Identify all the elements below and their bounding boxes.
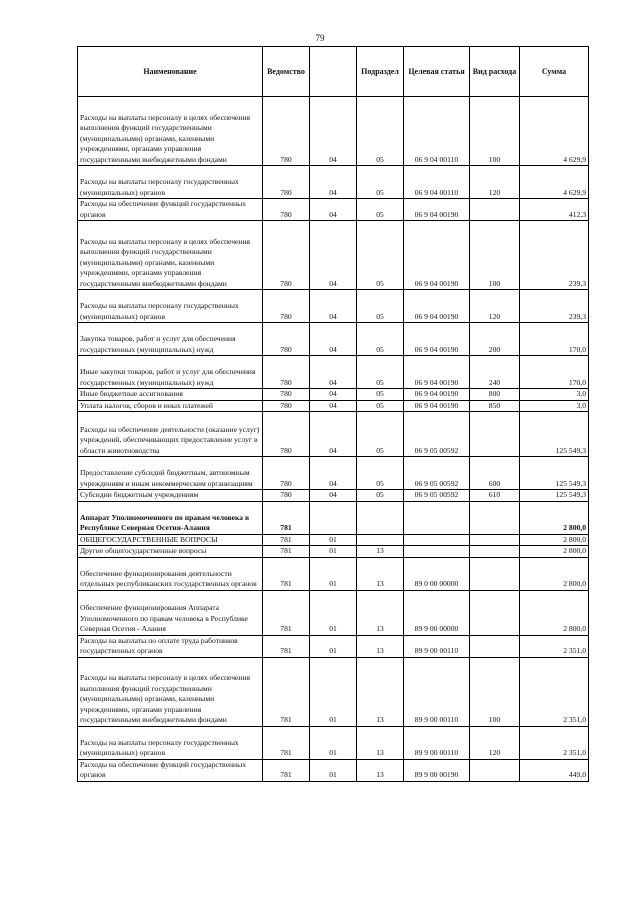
- row-razdel: 04: [310, 199, 357, 221]
- row-vid-raskhoda: 120: [470, 290, 520, 323]
- row-razdel: 04: [310, 412, 357, 457]
- table-row: [78, 97, 589, 166]
- row-tselevaya-statya: 06 9 04 00190: [404, 323, 470, 356]
- row-vedomstvo: 780: [263, 356, 310, 389]
- row-vedomstvo: 780: [263, 412, 310, 457]
- row-vedomstvo: 781: [263, 557, 310, 590]
- header-vedomstvo: Ведомство: [263, 47, 310, 97]
- row-summa: 449,0: [520, 759, 589, 781]
- row-name: Расходы на выплаты по оплате труда работников государственных органов: [78, 635, 263, 657]
- row-tselevaya-statya: 89 0 00 00000: [404, 557, 470, 590]
- row-tselevaya-statya: 89 9 00 00110: [404, 726, 470, 759]
- row-name: Расходы на выплаты персоналу в целях обеспечения выполнения функций государственными (муниципальными) органами, казенными учреждениями, органами управления государственными внебюджетными фондами: [78, 221, 263, 290]
- row-podrazdel: 05: [357, 290, 404, 323]
- row-name: Расходы на выплаты персоналу государственных (муниципальных) органов: [78, 726, 263, 759]
- row-summa: 125 549,3: [520, 457, 589, 490]
- header-razdel: [310, 47, 357, 97]
- row-podrazdel: 05: [357, 221, 404, 290]
- row-podrazdel: 05: [357, 356, 404, 389]
- row-summa: 239,3: [520, 221, 589, 290]
- table-row: [78, 400, 589, 412]
- row-vedomstvo: 780: [263, 323, 310, 356]
- header-vid-raskhoda: Вид расхода: [470, 47, 520, 97]
- row-tselevaya-statya: 06 9 04 00190: [404, 400, 470, 412]
- row-vedomstvo: 781: [263, 534, 310, 546]
- row-razdel: 01: [310, 590, 357, 635]
- row-name: Расходы на выплаты персоналу в целях обеспечения выполнения функций государственными (муниципальными) органами, казенными учреждениями, органами управления государственными внебюджетными фондами: [78, 657, 263, 726]
- row-razdel: 01: [310, 759, 357, 781]
- table-row: [78, 501, 589, 534]
- row-vedomstvo: 780: [263, 457, 310, 490]
- row-vid-raskhoda: [470, 546, 520, 558]
- row-name: ОБЩЕГОСУДАРСТВЕННЫЕ ВОПРОСЫ: [78, 534, 263, 546]
- row-razdel: 04: [310, 290, 357, 323]
- row-summa: 239,3: [520, 290, 589, 323]
- table-row: [78, 657, 589, 726]
- row-tselevaya-statya: [404, 534, 470, 546]
- row-vedomstvo: 780: [263, 290, 310, 323]
- row-vid-raskhoda: 120: [470, 166, 520, 199]
- row-tselevaya-statya: [404, 501, 470, 534]
- row-summa: 2 800,0: [520, 534, 589, 546]
- row-vid-raskhoda: 200: [470, 323, 520, 356]
- table-row: [78, 546, 589, 558]
- row-summa: 412,3: [520, 199, 589, 221]
- row-vid-raskhoda: [470, 501, 520, 534]
- row-razdel: 04: [310, 356, 357, 389]
- table-row: [78, 166, 589, 199]
- row-podrazdel: 13: [357, 546, 404, 558]
- row-vid-raskhoda: [470, 759, 520, 781]
- row-vedomstvo: 781: [263, 635, 310, 657]
- row-vid-raskhoda: [470, 590, 520, 635]
- row-tselevaya-statya: 06 9 04 00110: [404, 97, 470, 166]
- table-row: [78, 759, 589, 781]
- table-row: [78, 412, 589, 457]
- row-vid-raskhoda: 100: [470, 657, 520, 726]
- row-name: Расходы на выплаты персоналу государственных (муниципальных) органов: [78, 166, 263, 199]
- row-razdel: 04: [310, 490, 357, 502]
- row-vedomstvo: 781: [263, 590, 310, 635]
- table-body: [78, 97, 589, 782]
- row-name: Уплата налогов, сборов и иных платежей: [78, 400, 263, 412]
- row-tselevaya-statya: 06 9 05 00592: [404, 412, 470, 457]
- row-podrazdel: 05: [357, 457, 404, 490]
- table-row: [78, 490, 589, 502]
- row-vid-raskhoda: 120: [470, 726, 520, 759]
- table-row: [78, 221, 589, 290]
- table-row: [78, 389, 589, 401]
- table-header-row: [78, 47, 589, 97]
- table-row: [78, 534, 589, 546]
- row-name: Иные бюджетные ассигнования: [78, 389, 263, 401]
- row-tselevaya-statya: 89 9 00 00000: [404, 590, 470, 635]
- row-tselevaya-statya: 06 9 04 00110: [404, 166, 470, 199]
- row-vedomstvo: 780: [263, 400, 310, 412]
- row-podrazdel: 05: [357, 389, 404, 401]
- row-summa: 3,0: [520, 400, 589, 412]
- row-tselevaya-statya: 06 9 05 00592: [404, 490, 470, 502]
- row-podrazdel: [357, 534, 404, 546]
- row-vedomstvo: 781: [263, 657, 310, 726]
- row-tselevaya-statya: [404, 546, 470, 558]
- row-vedomstvo: 780: [263, 490, 310, 502]
- row-summa: 2 800,0: [520, 546, 589, 558]
- row-name: Субсидии бюджетным учреждениям: [78, 490, 263, 502]
- row-summa: 170,0: [520, 356, 589, 389]
- row-summa: 2 351,0: [520, 635, 589, 657]
- table-row: [78, 323, 589, 356]
- row-vid-raskhoda: [470, 412, 520, 457]
- row-summa: 2 800,0: [520, 501, 589, 534]
- row-vid-raskhoda: 800: [470, 389, 520, 401]
- row-razdel: 01: [310, 726, 357, 759]
- row-podrazdel: 05: [357, 166, 404, 199]
- row-podrazdel: 05: [357, 199, 404, 221]
- row-name: Предоставление субсидий бюджетным, автономным учреждениям и иным некоммерческим организациям: [78, 457, 263, 490]
- row-name: Закупка товаров, работ и услуг для обеспечения государственных (муниципальных) нужд: [78, 323, 263, 356]
- row-summa: 4 629,9: [520, 166, 589, 199]
- row-vid-raskhoda: [470, 557, 520, 590]
- row-name: Иные закупки товаров, работ и услуг для обеспечения государственных (муниципальных) нужд: [78, 356, 263, 389]
- row-razdel: 04: [310, 97, 357, 166]
- row-podrazdel: 05: [357, 412, 404, 457]
- row-vedomstvo: 780: [263, 389, 310, 401]
- row-razdel: 04: [310, 457, 357, 490]
- row-razdel: [310, 501, 357, 534]
- header-name: Наименование: [78, 47, 263, 97]
- row-razdel: 04: [310, 400, 357, 412]
- row-vedomstvo: 781: [263, 759, 310, 781]
- table-row: [78, 290, 589, 323]
- row-razdel: 04: [310, 221, 357, 290]
- row-tselevaya-statya: 06 9 05 00592: [404, 457, 470, 490]
- table-row: [78, 457, 589, 490]
- row-vedomstvo: 781: [263, 726, 310, 759]
- row-podrazdel: 13: [357, 635, 404, 657]
- row-vid-raskhoda: [470, 635, 520, 657]
- row-tselevaya-statya: 89 9 00 00110: [404, 635, 470, 657]
- row-podrazdel: 13: [357, 557, 404, 590]
- row-tselevaya-statya: 06 9 04 00190: [404, 221, 470, 290]
- row-name: Расходы на обеспечение деятельности (оказание услуг) учреждений, обеспечивающих предоставление услуг в области животноводства: [78, 412, 263, 457]
- row-podrazdel: 05: [357, 323, 404, 356]
- row-name: Обеспечение функционирования Аппарата Уполномоченного по правам человека в Республике Северная Осетия - Алания: [78, 590, 263, 635]
- row-name: Аппарат Уполномоченного по правам человека в Республике Северная Осетия-Алания: [78, 501, 263, 534]
- row-vedomstvo: 781: [263, 546, 310, 558]
- row-razdel: 01: [310, 635, 357, 657]
- row-razdel: 01: [310, 534, 357, 546]
- row-tselevaya-statya: 89 9 00 00110: [404, 657, 470, 726]
- row-razdel: 04: [310, 389, 357, 401]
- row-name: Расходы на обеспечение функций государственных органов: [78, 199, 263, 221]
- table-row: [78, 726, 589, 759]
- row-vedomstvo: 780: [263, 97, 310, 166]
- row-summa: 3,0: [520, 389, 589, 401]
- row-name: Расходы на обеспечение функций государственных органов: [78, 759, 263, 781]
- row-vid-raskhoda: 600: [470, 457, 520, 490]
- table-row: [78, 199, 589, 221]
- row-vedomstvo: 780: [263, 199, 310, 221]
- row-summa: 2 800,0: [520, 557, 589, 590]
- row-summa: 2 351,0: [520, 726, 589, 759]
- row-razdel: 04: [310, 323, 357, 356]
- row-vedomstvo: 780: [263, 221, 310, 290]
- row-podrazdel: 05: [357, 490, 404, 502]
- row-podrazdel: 13: [357, 726, 404, 759]
- row-tselevaya-statya: 06 9 04 00190: [404, 389, 470, 401]
- row-summa: 170,0: [520, 323, 589, 356]
- row-summa: 2 800,0: [520, 590, 589, 635]
- row-tselevaya-statya: 06 9 04 00190: [404, 290, 470, 323]
- row-podrazdel: 05: [357, 400, 404, 412]
- row-summa: 2 351,0: [520, 657, 589, 726]
- header-podrazdel: Подраздел: [357, 47, 404, 97]
- row-podrazdel: 13: [357, 759, 404, 781]
- budget-table: [77, 46, 589, 782]
- row-razdel: 01: [310, 657, 357, 726]
- row-tselevaya-statya: 06 9 04 00190: [404, 356, 470, 389]
- table-row: [78, 356, 589, 389]
- row-tselevaya-statya: 89 9 00 00190: [404, 759, 470, 781]
- row-summa: 4 629,9: [520, 97, 589, 166]
- row-summa: 125 549,3: [520, 412, 589, 457]
- row-vid-raskhoda: 100: [470, 97, 520, 166]
- row-summa: 125 549,3: [520, 490, 589, 502]
- row-podrazdel: [357, 501, 404, 534]
- row-vid-raskhoda: 100: [470, 221, 520, 290]
- row-name: Расходы на выплаты персоналу государственных (муниципальных) органов: [78, 290, 263, 323]
- row-vid-raskhoda: 850: [470, 400, 520, 412]
- row-razdel: 01: [310, 546, 357, 558]
- row-name: Обеспечение функционирования деятельности отдельных республиканских государственных органов: [78, 557, 263, 590]
- table-row: [78, 557, 589, 590]
- row-vid-raskhoda: 610: [470, 490, 520, 502]
- table-row: [78, 635, 589, 657]
- table-row: [78, 590, 589, 635]
- row-razdel: 04: [310, 166, 357, 199]
- row-vedomstvo: 781: [263, 501, 310, 534]
- row-vedomstvo: 780: [263, 166, 310, 199]
- row-podrazdel: 13: [357, 590, 404, 635]
- row-vid-raskhoda: [470, 199, 520, 221]
- row-podrazdel: 13: [357, 657, 404, 726]
- row-name: Расходы на выплаты персоналу в целях обеспечения выполнения функций государственными (муниципальными) органами, казенными учреждениями, органами управления государственными внебюджетными фондами: [78, 97, 263, 166]
- row-razdel: 01: [310, 557, 357, 590]
- row-vid-raskhoda: 240: [470, 356, 520, 389]
- page-number: 79: [315, 33, 325, 43]
- header-summa: Сумма: [520, 47, 589, 97]
- row-podrazdel: 05: [357, 97, 404, 166]
- row-vid-raskhoda: [470, 534, 520, 546]
- row-tselevaya-statya: 06 9 04 00190: [404, 199, 470, 221]
- header-tselevaya-statya: Целевая статья: [404, 47, 470, 97]
- row-name: Другие общегосударственные вопросы: [78, 546, 263, 558]
